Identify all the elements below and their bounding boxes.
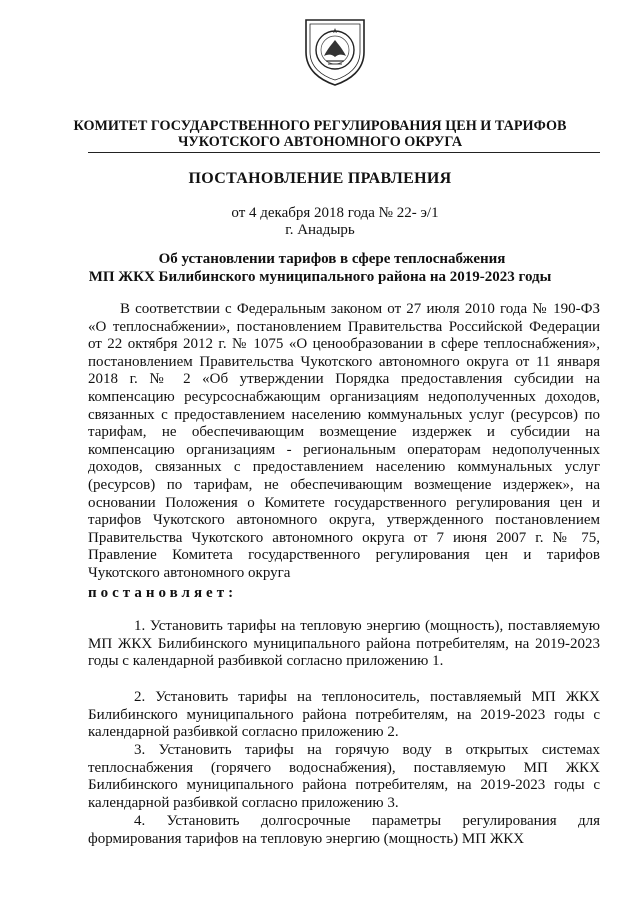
preamble-paragraph: В соответствии с Федеральным законом от 27 июля 2010 года № 190-ФЗ «О теплоснабжении», постановлением Правительства Российской Федерации от 22 октября 2012 г. № 1075 «О ценообразовании в сфере теплоснабжения», постановлением Правительства Чукотского автономного округа от 11 января 2018 г. № 2 «Об утверждении Порядка предоставления субсидии на компенсацию ресурсоснабжающим организациям недополученных доходов, связанных с предоставлением населению коммунальных услуг (ресурсов) по тарифам, не обеспечивающим возмещение издержек и субсидии на компенсацию организациям - региональным операторам недополученных доходов, связанных с предоставлением населению коммунальных услуг (ресурсов) по тарифам, не обеспечивающим возмещение издержек», на основании Положения о Комитете государственного регулирования цен и тарифов Чукотского автономного округа, утвержденного постановлением Правительства Чукотского автономного округа от 7 июня 2007 г. № 75, Правление Комитета государственного регулирования цен и тарифов Чукотского автономного округа — [88, 301, 600, 581]
chukotka-coat-of-arms-icon — [302, 14, 368, 88]
resolution-item-4: 4. Установить долгосрочные параметры регулирования для формирования тарифов на тепловую энергию (мощность) МП ЖКХ — [88, 813, 600, 847]
organization-name-line1: КОМИТЕТ ГОСУДАРСТВЕННОГО РЕГУЛИРОВАНИЯ ЦЕН И ТАРИФОВ — [73, 118, 567, 134]
document-dateline: от 4 декабря 2018 года № 22- э/1 — [231, 205, 439, 221]
document-city: г. Анадырь — [285, 222, 355, 238]
resolution-item-3: 3. Установить тарифы на горячую воду в открытых системах теплоснабжения (горячего водоснабжения), поставляемую МП ЖКХ Билибинского муниципального района потребителям, на 2019-2023 годы с календарной разбивкой согласно приложению 3. — [88, 742, 600, 811]
resolution-item-1: 1. Установить тарифы на тепловую энергию (мощность), поставляемую МП ЖКХ Билибинского муниципального района потребителям, на 2019-2023 годы с календарной разбивкой согласно приложению 1. — [88, 618, 600, 670]
resolution-item-2: 2. Установить тарифы на теплоноситель, поставляемый МП ЖКХ Билибинского муниципального района потребителям, на 2019-2023 годы с календарной разбивкой согласно приложению 2. — [88, 689, 600, 741]
decree-word: постановляет: — [88, 585, 238, 601]
organization-name-line2: ЧУКОТСКОГО АВТОНОМНОГО ОКРУГА — [177, 134, 463, 150]
document-subject-line1: Об установлении тарифов в сфере теплоснабжения — [158, 251, 506, 267]
document-title: ПОСТАНОВЛЕНИЕ ПРАВЛЕНИЯ — [188, 170, 452, 187]
document-subject-line2: МП ЖКХ Билибинского муниципального района на 2019-2023 годы — [88, 269, 552, 285]
header-divider — [88, 152, 600, 153]
coat-of-arms-emblem — [302, 14, 368, 88]
